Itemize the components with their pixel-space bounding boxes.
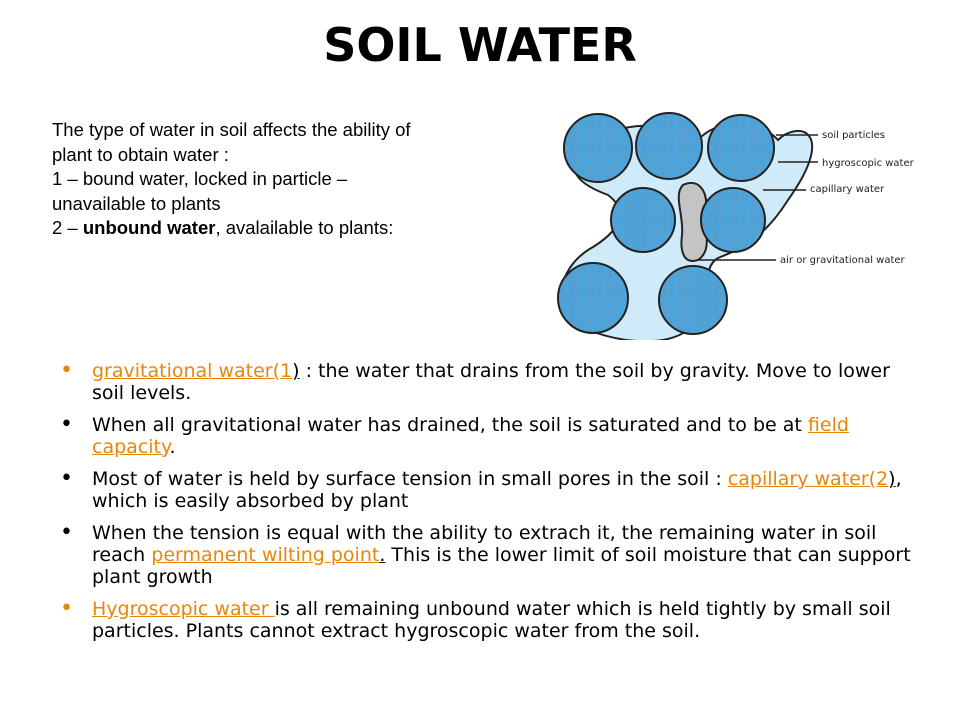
- label-soil-particles: soil particles: [822, 130, 885, 141]
- bullet-list: [60, 360, 920, 652]
- intro-line: The type of water in soil affects the ability of: [52, 119, 411, 140]
- label-gravitational: air or gravitational water: [780, 255, 905, 266]
- dot: .: [379, 544, 386, 566]
- intro-line: unavailable to plants: [52, 192, 221, 214]
- bullet-item: [60, 360, 920, 404]
- paren: ): [888, 468, 896, 490]
- bullet-item: [60, 414, 920, 458]
- soil-particle: [708, 115, 774, 181]
- term-hygroscopic-water: Hygroscopic water: [92, 598, 275, 620]
- label-hygroscopic: hygroscopic water: [822, 158, 914, 169]
- bullet-item: [60, 468, 920, 512]
- intro-text: [52, 118, 532, 241]
- slide-title: SOIL WATER: [323, 18, 637, 72]
- intro-line: 1 – bound water, locked in particle –: [52, 168, 348, 189]
- bullet-end: This is the lower limit of soil moisture that can support plant growth: [92, 544, 911, 588]
- term-gravitational-water: gravitational water(1: [92, 360, 293, 382]
- bullet-item: [60, 598, 920, 642]
- soil-particle: [558, 263, 628, 333]
- term-capillary-water: capillary water(2: [727, 468, 889, 490]
- paren: ): [292, 360, 300, 382]
- bullet-item: [60, 522, 920, 588]
- term-permanent-wilting-point: permanent wilting point: [151, 544, 380, 566]
- term-field-capacity: field capacity: [92, 414, 849, 458]
- bullet-end: .: [169, 436, 176, 458]
- soil-water-diagram: [548, 100, 938, 340]
- bullet-text: : the water that drains from the soil by gravity. Move to lower soil levels.: [92, 360, 890, 404]
- bullet-end: , which is easily absorbed by plant: [92, 468, 902, 512]
- soil-particle: [659, 266, 727, 334]
- intro-suffix: , avalailable to plants:: [215, 217, 394, 238]
- bullet-text: is all remaining unbound water which is held tightly by small soil particles. Plants cannot extract hygroscopic water from the soil.: [92, 598, 891, 642]
- intro-line: [52, 216, 532, 241]
- intro-bold: unbound water: [82, 217, 216, 238]
- intro-line: plant to obtain water :: [52, 143, 229, 165]
- soil-particle: [611, 188, 675, 252]
- bullet-text: Most of water is held by surface tension in small pores in the soil :: [92, 468, 728, 490]
- bullet-text: When the tension is equal with the ability to extrach it, the remaining water in soil reach: [92, 522, 877, 566]
- soil-particle: [636, 113, 702, 179]
- soil-particle: [564, 114, 632, 182]
- label-capillary: capillary water: [810, 184, 885, 195]
- soil-particle: [701, 188, 765, 252]
- intro-prefix: 2 –: [52, 217, 83, 238]
- bullet-text: When all gravitational water has drained, the soil is saturated and to be at: [92, 414, 808, 436]
